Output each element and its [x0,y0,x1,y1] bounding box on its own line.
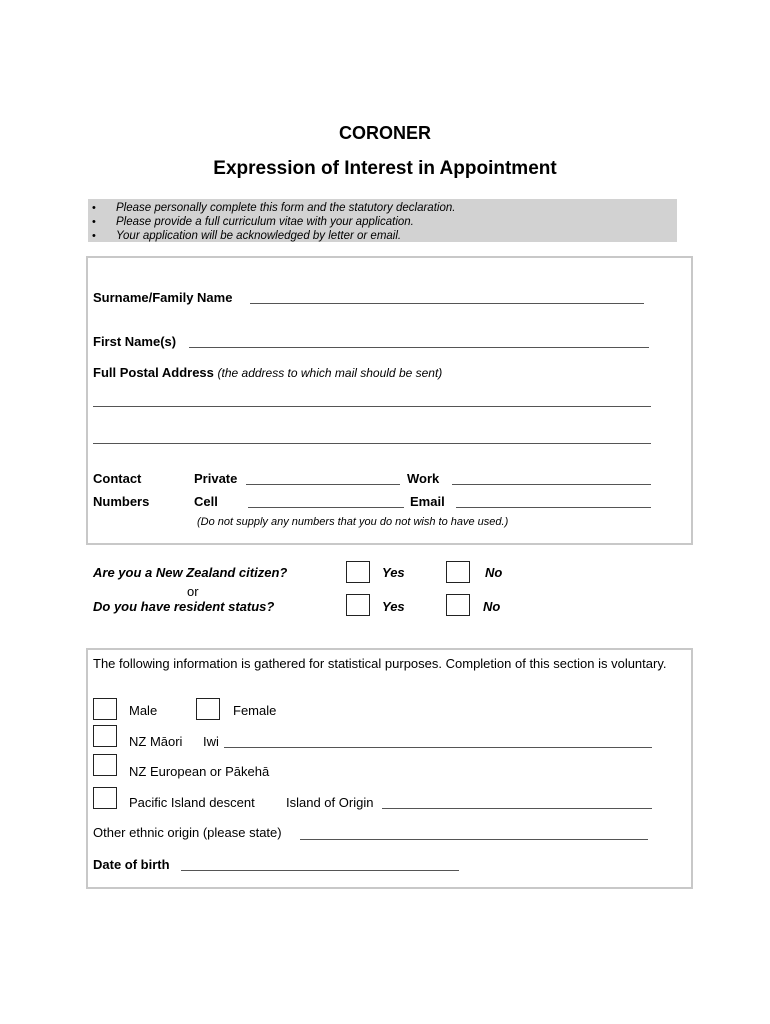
address-line-1-field[interactable] [93,406,651,407]
instruction-item: • Your application will be acknowledged by letter or email. [88,229,677,243]
email-field[interactable] [456,507,651,508]
maori-checkbox[interactable] [93,725,117,747]
address-note: (the address to which mail should be sent) [217,366,443,380]
cell-phone-field[interactable] [248,507,404,508]
work-label: Work [407,471,440,486]
other-origin-label: Other ethnic origin (please state) [93,825,282,840]
female-checkbox[interactable] [196,698,220,720]
resident-no-label: No [483,599,501,614]
male-checkbox[interactable] [93,698,117,720]
address-label-row [93,365,442,380]
private-phone-field[interactable] [246,484,400,485]
surname-label: Surname/Family Name [93,290,233,305]
first-name-label: First Name(s) [93,334,177,349]
male-label: Male [129,703,158,718]
pacific-checkbox[interactable] [93,787,117,809]
email-label: Email [410,494,445,509]
iwi-field[interactable] [224,747,652,748]
first-name-field[interactable] [189,347,649,348]
citizen-no-label: No [485,565,503,580]
page-title: CORONER [338,123,431,143]
iwi-label: Iwi [203,734,219,749]
citizen-yes-label: Yes [382,565,405,580]
surname-field[interactable] [250,303,644,304]
numbers-note: (Do not supply any numbers that you do not wish to have used.) [197,516,509,528]
address-label: Full Postal Address [93,365,214,380]
cell-label: Cell [194,494,218,509]
european-checkbox[interactable] [93,754,117,776]
maori-label: NZ Māori [129,734,183,749]
instructions-panel [88,199,677,242]
instructions-list [88,201,677,243]
european-label: NZ European or Pākehā [129,764,270,779]
citizen-no-checkbox[interactable] [446,561,470,583]
female-label: Female [233,703,277,718]
instruction-item: • Please personally complete this form and the statutory declaration. [88,201,677,215]
resident-yes-checkbox[interactable] [346,594,370,616]
instruction-item: • Please provide a full curriculum vitae with your application. [88,215,677,229]
numbers-label: Numbers [93,494,150,509]
resident-no-checkbox[interactable] [446,594,470,616]
island-label: Island of Origin [286,795,374,810]
contact-label: Contact [93,471,142,486]
resident-yes-label: Yes [382,599,405,614]
private-label: Private [194,471,238,486]
dob-field[interactable] [181,870,459,871]
or-text: or [187,584,199,599]
resident-question: Do you have resident status? [93,599,275,614]
address-line-2-field[interactable] [93,443,651,444]
work-phone-field[interactable] [452,484,651,485]
pacific-label: Pacific Island descent [129,795,255,810]
citizen-question: Are you a New Zealand citizen? [93,565,288,580]
other-origin-field[interactable] [300,839,648,840]
island-field[interactable] [382,808,652,809]
statistics-intro: The following information is gathered for statistical purposes. Completion of this section is voluntary. [93,656,667,671]
dob-label: Date of birth [93,857,170,872]
page-subtitle: Expression of Interest in Appointment [213,158,557,179]
citizen-yes-checkbox[interactable] [346,561,370,583]
